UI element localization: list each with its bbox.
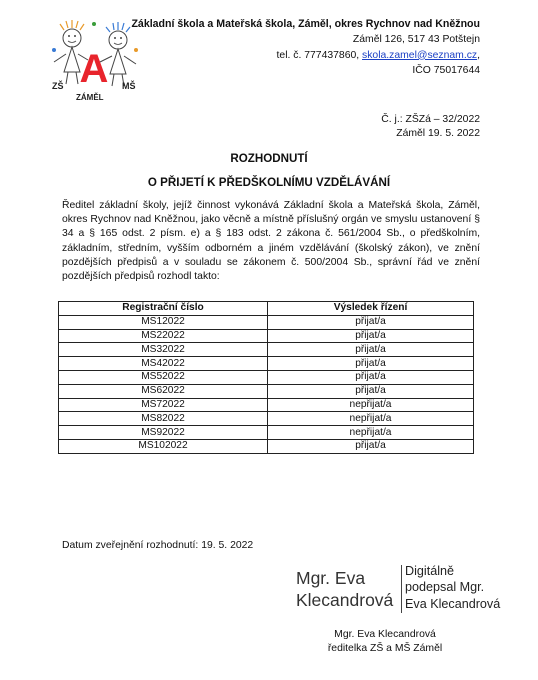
table-row — [59, 357, 474, 371]
registration-number-cell: MS22022 — [59, 329, 268, 343]
registration-number-cell: MS42022 — [59, 357, 268, 371]
signature-name-line2: Klecandrová — [296, 590, 394, 610]
result-cell: přijat/a — [268, 329, 474, 343]
document-title: ROZHODNUTÍ — [230, 152, 308, 165]
publication-date: Datum zveřejnění rozhodnutí: 19. 5. 2022 — [62, 540, 254, 551]
signature-cert-line1: Digitálně — [405, 564, 455, 578]
table-row — [59, 370, 474, 384]
ico-number: IČO 75017644 — [412, 64, 480, 76]
result-cell: přijat/a — [268, 370, 474, 384]
table-row — [59, 315, 474, 329]
logo-letter: A — [79, 47, 109, 91]
registration-number-cell: MS12022 — [59, 315, 268, 329]
signatory-role: ředitelka ZŠ a MŠ Záměl — [327, 643, 443, 654]
registration-number-cell: MS102022 — [59, 439, 268, 453]
header-result: Výsledek řízení — [268, 302, 474, 316]
result-cell: nepřijat/a — [268, 426, 474, 440]
school-name: Základní škola a Mateřská škola, Záměl, okres Rychnov nad Kněžnou — [131, 18, 480, 30]
reference-block — [381, 113, 480, 141]
registration-number-cell: MS32022 — [59, 343, 268, 357]
school-logo — [44, 14, 144, 104]
result-cell: nepřijat/a — [268, 398, 474, 412]
registration-number-cell: MS72022 — [59, 398, 268, 412]
table-row — [59, 412, 474, 426]
logo-zamel-label: ZÁMĚL — [76, 93, 104, 102]
signature-name-line1: Mgr. Eva — [296, 568, 366, 588]
signature-cert-line3: Eva Klecandrová — [405, 596, 501, 611]
document-subtitle: O PŘIJETÍ K PŘEDŠKOLNÍMU VZDĚLÁVÁNÍ — [147, 176, 391, 189]
result-cell: přijat/a — [268, 343, 474, 357]
email-suffix: , — [477, 49, 480, 61]
logo-ms-label: MŠ — [122, 81, 136, 91]
result-cell: přijat/a — [268, 439, 474, 453]
registration-number-cell: MS82022 — [59, 412, 268, 426]
table-row — [59, 343, 474, 357]
letterhead — [131, 17, 480, 78]
signature-cert-line2: podepsal Mgr. — [405, 580, 485, 595]
table-row — [59, 384, 474, 398]
result-cell: přijat/a — [268, 384, 474, 398]
header-registration-number: Registrační číslo — [59, 302, 268, 316]
table-row — [59, 439, 474, 453]
place-date: Záměl 19. 5. 2022 — [396, 128, 480, 139]
signature-divider — [401, 565, 402, 613]
decision-text: Ředitel základní školy, jejíž činnost vykonává Základní škola a Mateřská škola, Záměl, okres Rychnov nad Kněžnou, jako věcně a místně příslušný orgán ve smyslu ustanovení § 34 a § 165 odst. 2 písm. e) a § 183 odst. 2 zákona č. 561/2004 Sb., o předškolním, základním, středním, vyšším odborném a jiném vzdělávání (školský zákon), ve znění pozdějších předpisů a v souladu se zákonem č. 500/2004 Sb., správní řád ve znění pozdějších předpisů rozhodl takto: — [62, 200, 480, 283]
table-header-row — [59, 302, 474, 316]
table-row — [59, 329, 474, 343]
reference-number: Č. j.: ZŠZá – 32/2022 — [381, 114, 480, 125]
signatory-name: Mgr. Eva Klecandrová — [334, 629, 436, 640]
school-address: Záměl 126, 517 43 Potštejn — [352, 34, 480, 46]
registration-number-cell: MS62022 — [59, 384, 268, 398]
table-row — [59, 398, 474, 412]
phone-number: tel. č. 777437860, — [276, 49, 363, 61]
logo-zs-label: ZŠ — [52, 81, 64, 91]
registration-number-cell: MS52022 — [59, 370, 268, 384]
results-table — [58, 301, 474, 454]
table-row — [59, 426, 474, 440]
result-cell: nepřijat/a — [268, 412, 474, 426]
contact-line — [131, 48, 480, 63]
digital-signature-info — [405, 563, 500, 612]
email-link[interactable]: skola.zamel@seznam.cz — [362, 49, 478, 61]
registration-number-cell: MS92022 — [59, 426, 268, 440]
signature-name — [296, 567, 393, 611]
result-cell: přijat/a — [268, 315, 474, 329]
result-cell: přijat/a — [268, 357, 474, 371]
